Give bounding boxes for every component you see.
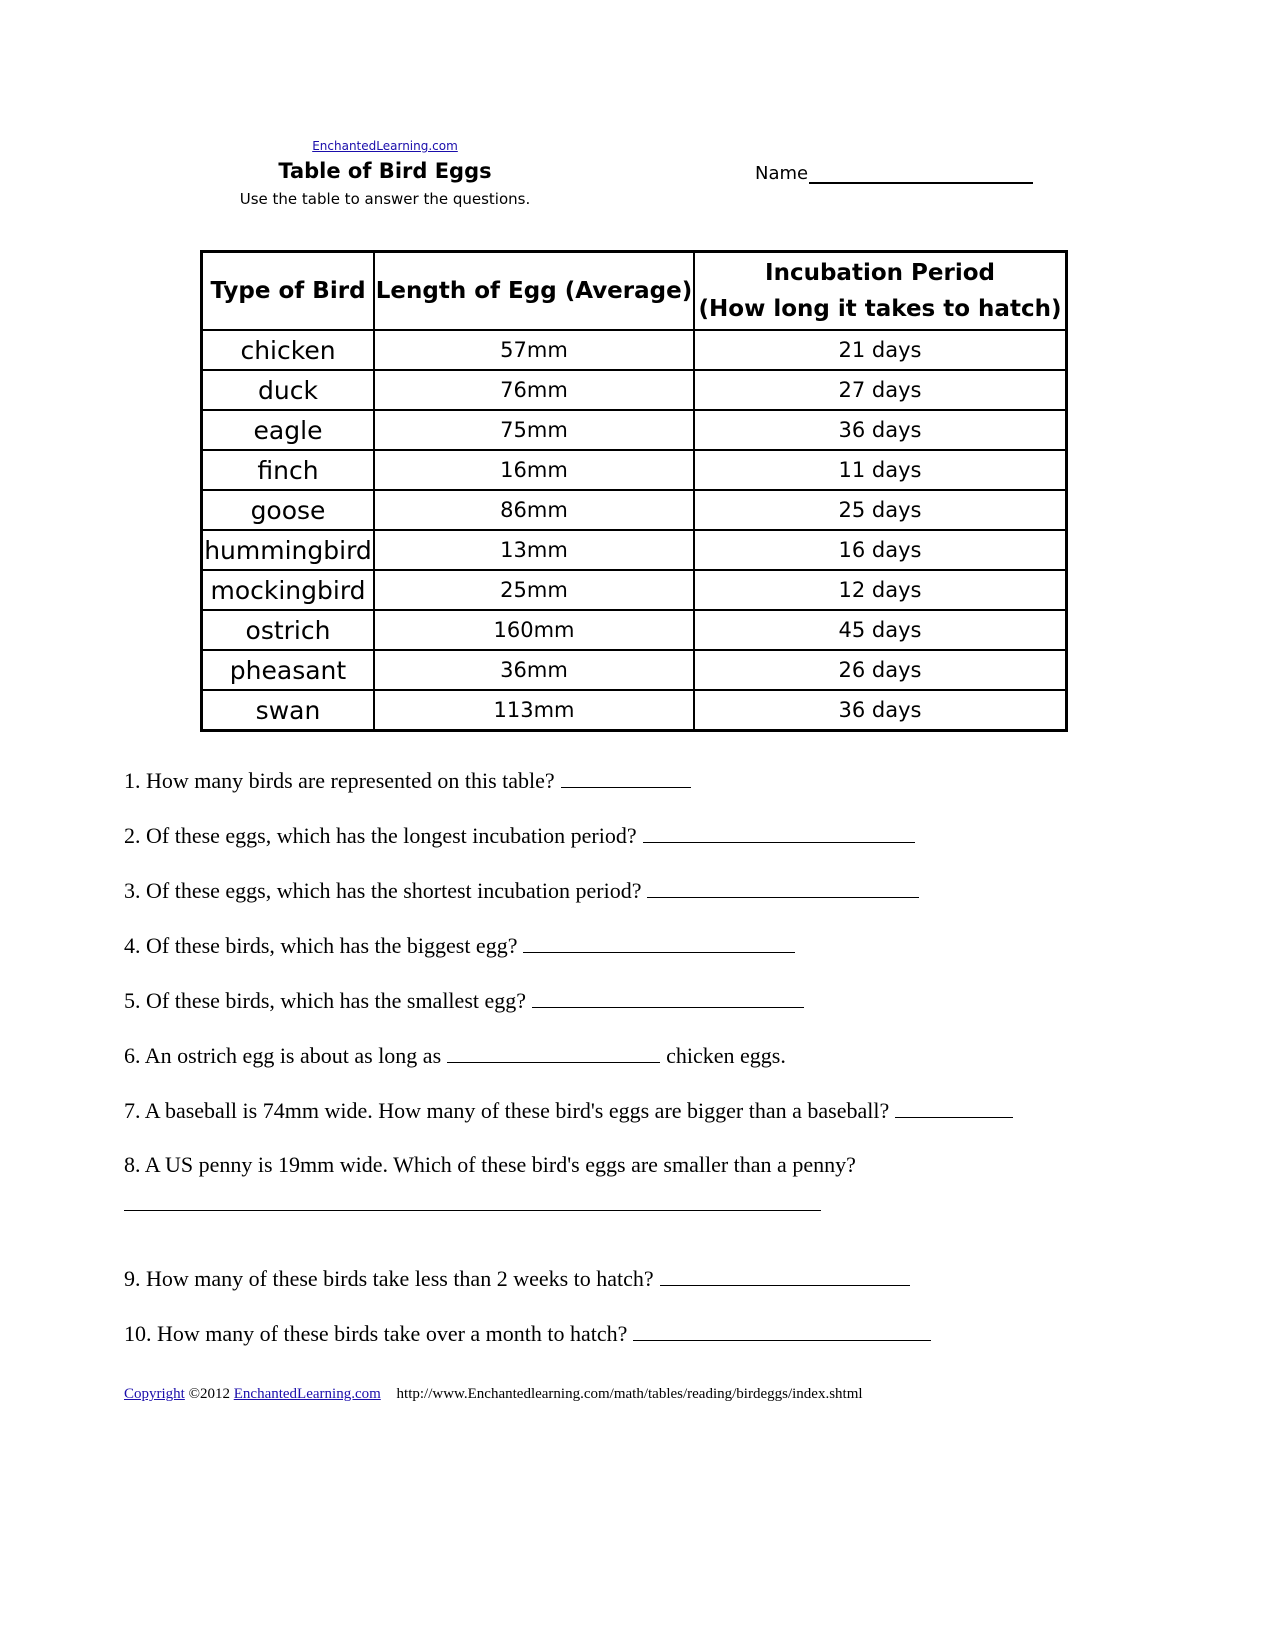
answer-blank-7[interactable] (895, 1097, 1013, 1118)
cell-length: 36mm (374, 650, 694, 690)
question-10-text: 10. How many of these birds take over a month to hatch? (124, 1321, 628, 1346)
table-row (202, 610, 1067, 650)
question-5 (124, 987, 1154, 1042)
question-3-text: 3. Of these eggs, which has the shortest incubation period? (124, 878, 642, 903)
answer-blank-1[interactable] (561, 767, 691, 788)
cell-length: 16mm (374, 450, 694, 490)
table-row (202, 570, 1067, 610)
question-1-text: 1. How many birds are represented on this table? (124, 768, 555, 793)
table-row (202, 450, 1067, 490)
cell-incubation: 25 days (694, 490, 1067, 530)
name-field[interactable] (755, 162, 1033, 184)
copyright-year: ©2012 (188, 1386, 230, 1402)
cell-bird: goose (202, 490, 375, 530)
question-8-text: 8. A US penny is 19mm wide. Which of these bird's eggs are smaller than a penny? (124, 1152, 856, 1177)
name-blank-line[interactable] (809, 162, 1033, 184)
cell-length: 75mm (374, 410, 694, 450)
table-row (202, 490, 1067, 530)
header-type-of-bird: Type of Bird (202, 252, 375, 331)
question-6-text-after: chicken eggs. (666, 1043, 786, 1068)
cell-length: 57mm (374, 330, 694, 370)
question-10 (124, 1320, 1154, 1375)
question-4-text: 4. Of these birds, which has the biggest egg? (124, 933, 518, 958)
copyright-link[interactable]: Copyright (124, 1386, 185, 1402)
site-link[interactable]: EnchantedLearning.com (312, 139, 458, 153)
page-title: Table of Bird Eggs (278, 159, 492, 183)
answer-blank-2[interactable] (643, 822, 915, 843)
question-4 (124, 932, 1154, 987)
cell-length: 160mm (374, 610, 694, 650)
cell-length: 113mm (374, 690, 694, 731)
table-header-row (202, 252, 1067, 331)
cell-incubation: 21 days (694, 330, 1067, 370)
cell-bird: chicken (202, 330, 375, 370)
table-row (202, 530, 1067, 570)
cell-incubation: 26 days (694, 650, 1067, 690)
cell-incubation: 45 days (694, 610, 1067, 650)
cell-length: 13mm (374, 530, 694, 570)
answer-blank-6[interactable] (447, 1042, 660, 1063)
cell-incubation: 36 days (694, 690, 1067, 731)
answer-blank-10[interactable] (633, 1320, 931, 1341)
header-incubation-subtitle: (How long it takes to hatch) (698, 296, 1062, 322)
answer-blank-9[interactable] (660, 1265, 910, 1286)
cell-incubation: 36 days (694, 410, 1067, 450)
answer-blank-8[interactable] (124, 1209, 821, 1211)
question-6-text-before: 6. An ostrich egg is about as long as (124, 1043, 442, 1068)
table-row (202, 410, 1067, 450)
cell-bird: hummingbird (202, 530, 375, 570)
question-7-text: 7. A baseball is 74mm wide. How many of these bird's eggs are bigger than a baseball? (124, 1098, 890, 1123)
footer-url: http://www.Enchantedlearning.com/math/tables/reading/birdeggs/index.shtml (396, 1386, 863, 1402)
cell-incubation: 27 days (694, 370, 1067, 410)
question-2 (124, 822, 1154, 877)
question-9 (124, 1265, 1154, 1320)
question-1 (124, 767, 1154, 822)
cell-incubation: 12 days (694, 570, 1067, 610)
table-row (202, 650, 1067, 690)
answer-blank-3[interactable] (647, 877, 919, 898)
table-row (202, 370, 1067, 410)
question-7 (124, 1097, 1154, 1152)
cell-length: 76mm (374, 370, 694, 410)
cell-bird: duck (202, 370, 375, 410)
question-9-text: 9. How many of these birds take less than 2 weeks to hatch? (124, 1266, 654, 1291)
cell-length: 86mm (374, 490, 694, 530)
answer-blank-4[interactable] (523, 932, 795, 953)
header-length-of-egg: Length of Egg (Average) (374, 252, 694, 331)
cell-incubation: 11 days (694, 450, 1067, 490)
cell-incubation: 16 days (694, 530, 1067, 570)
header-incubation-title: Incubation Period (765, 260, 995, 286)
worksheet-header (230, 138, 540, 210)
question-2-text: 2. Of these eggs, which has the longest incubation period? (124, 823, 637, 848)
table-row (202, 330, 1067, 370)
bird-eggs-table (200, 250, 1068, 732)
question-3 (124, 877, 1154, 932)
cell-bird: ostrich (202, 610, 375, 650)
questions-section (124, 767, 1154, 1375)
cell-bird: swan (202, 690, 375, 731)
question-8 (124, 1152, 1154, 1182)
cell-bird: finch (202, 450, 375, 490)
cell-bird: pheasant (202, 650, 375, 690)
question-5-text: 5. Of these birds, which has the smallest egg? (124, 988, 527, 1013)
header-incubation-period (694, 252, 1067, 331)
footer (124, 1386, 863, 1403)
name-label: Name (755, 163, 809, 184)
question-6 (124, 1042, 1154, 1097)
footer-site-link[interactable]: EnchantedLearning.com (233, 1386, 381, 1402)
instructions-text: Use the table to answer the questions. (239, 190, 531, 208)
cell-bird: eagle (202, 410, 375, 450)
answer-blank-5[interactable] (532, 987, 804, 1008)
table-row (202, 690, 1067, 731)
cell-bird: mockingbird (202, 570, 375, 610)
cell-length: 25mm (374, 570, 694, 610)
